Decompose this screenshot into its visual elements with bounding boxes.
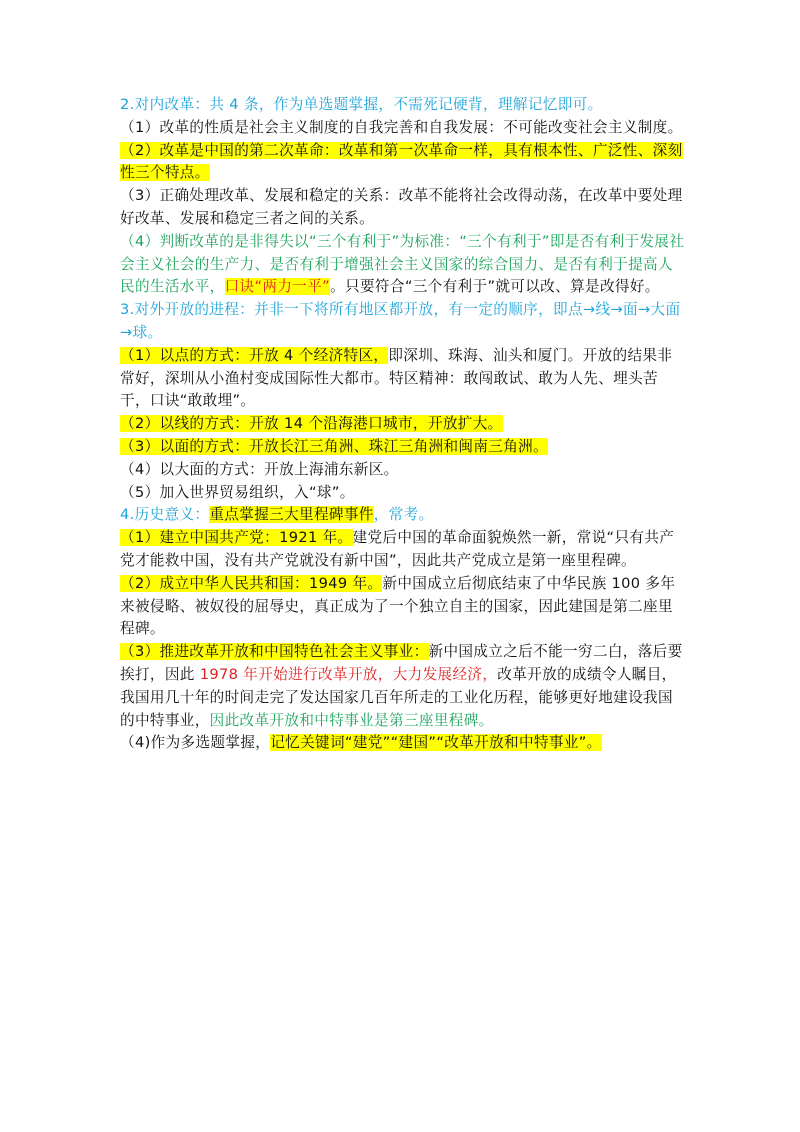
section-3-item-2 xyxy=(120,413,686,436)
section-4-item-4 xyxy=(120,732,686,755)
section-3-item-2-highlight: （2）以线的方式：开放 14 个沿海港口城市，开放扩大。 xyxy=(120,415,503,433)
section-4-item-4-highlight: 记忆关键词“建党”“建国”“改革开放和中特事业”。 xyxy=(270,734,602,752)
section-4-item-3-red: 1978 年开始进行改革开放，大力发展经济， xyxy=(199,665,498,683)
section-4-item-1-text: 建党后中国的革命面貌焕然一新，常说“只有共产党才能救中国，没有共产党就没有新中国”，因此共产党成立是第一座里程碑。 xyxy=(120,529,675,569)
section-4-item-3-text-2: 改革开放的成绩令人瞩目，我国用几十年的时间走完了发达国家几百年所走的工业化历程，能够更好地建设我国的中特事业， xyxy=(120,665,677,729)
section-3-item-3 xyxy=(120,436,686,459)
section-2-heading xyxy=(120,94,686,117)
section-4-heading xyxy=(120,504,686,527)
section-2-item-4 xyxy=(120,231,686,299)
section-4-heading-highlight: 重点掌握三大里程碑事件 xyxy=(209,506,374,524)
section-4-item-3 xyxy=(120,641,686,732)
section-4-item-3-green: 因此改革开放和中特事业是第三座里程碑。 xyxy=(209,711,494,729)
document-body xyxy=(120,94,686,755)
section-4-item-2-highlight: （2）成立中华人民共和国：1949 年。 xyxy=(120,574,383,592)
section-2-item-4-green: （4）判断改革的是非得失以“三个有利于”为标准：“三个有利于”即是否有利于发展社会主义社会的生产力、是否有利于增强社会主义国家的综合国力、是否有利于提高人民的生活水平， xyxy=(120,232,685,296)
section-4-heading-tail: ，常考。 xyxy=(373,506,434,524)
section-2-item-3 xyxy=(120,185,686,231)
section-3-item-1 xyxy=(120,345,686,413)
section-3-item-3-highlight: （3）以面的方式：开放长江三角洲、珠江三角洲和闽南三角洲。 xyxy=(120,437,549,455)
section-2-item-1 xyxy=(120,117,686,140)
section-2-heading-text: 2.对内改革：共 4 条，作为单选题掌握，不需死记硬背，理解记忆即可。 xyxy=(120,96,603,113)
section-4-item-3-text: 新中国成立之后不能一穷二白，落后要挨打，因此 xyxy=(120,643,683,683)
section-2-item-2-highlight: （2）改革是中国的第二次革命：改革和第一次革命一样，具有根本性、广泛性、深刻性三个特点。 xyxy=(120,141,683,182)
section-4-item-2 xyxy=(120,573,686,641)
section-4-item-2-text: 新中国成立后彻底结束了中华民族 100 多年来被侵略、被奴役的屈辱史，真正成为了一个独立自主的国家，因此建国是第二座里程碑。 xyxy=(120,574,676,638)
section-3-heading-text: 3.对外开放的进程：并非一下将所有地区都开放，有一定的顺序，即点→线→面→大面→球。 xyxy=(120,301,681,341)
section-2-item-2 xyxy=(120,140,686,186)
section-3-item-4 xyxy=(120,459,686,482)
section-4-item-4-text: （4)作为多选题掌握， xyxy=(120,734,271,752)
section-4-item-3-highlight: （3）推进改革开放和中国特色社会主义事业： xyxy=(120,643,429,661)
section-3-item-4-text: （4）以大面的方式：开放上海浦东新区。 xyxy=(120,460,399,478)
section-3-item-1-highlight: （1）以点的方式：开放 4 个经济特区， xyxy=(120,346,389,364)
section-2-item-4-mnemonic: 口诀“两力一平” xyxy=(224,278,331,296)
section-3-item-5-text: （5）加入世界贸易组织，入“球”。 xyxy=(120,483,355,501)
section-4-item-1-highlight: （1）建立中国共产党：1921 年。 xyxy=(120,529,353,547)
section-3-heading xyxy=(120,299,686,345)
section-3-item-1-text: 即深圳、珠海、汕头和厦门。开放的结果非常好，深圳从小渔村变成国际性大都市。特区精神：敢闯敢试、敢为人先、埋头苦干，口诀“敢敢埋”。 xyxy=(120,346,673,410)
section-2-item-3-text: （3）正确处理改革、发展和稳定的关系：改革不能将社会改得动荡，在改革中要处理好改革、发展和稳定三者之间的关系。 xyxy=(120,187,683,227)
section-2-item-4-tail: 。只要符合“三个有利于”就可以改、算是改得好。 xyxy=(330,278,660,296)
section-4-heading-text: 4.历史意义： xyxy=(120,506,210,524)
section-3-item-5 xyxy=(120,482,686,505)
section-2-item-1-text: （1）改革的性质是社会主义制度的自我完善和自我发展：不可能改变社会主义制度。 xyxy=(120,118,683,136)
section-4-item-1 xyxy=(120,527,686,573)
